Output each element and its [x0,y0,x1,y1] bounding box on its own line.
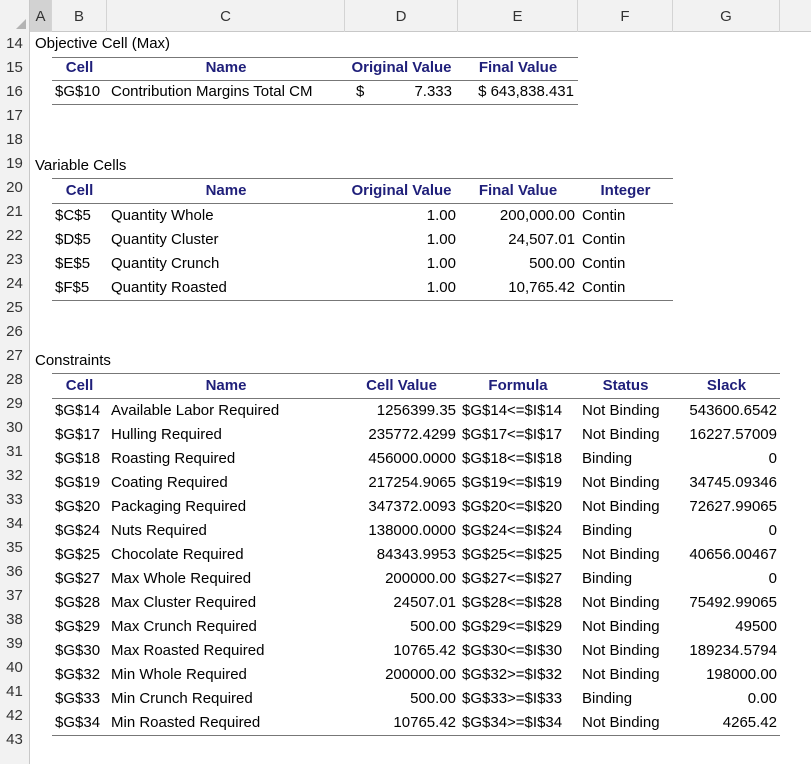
constraint-name: Min Roasted Required [111,714,261,731]
constraint-status: Not Binding [582,666,660,683]
column-header-d[interactable]: D [345,0,458,32]
row-header-25[interactable]: 25 [0,296,30,320]
constraints-header-formula: Formula [488,377,548,394]
constraint-formula: $G$30<=$I$30 [462,642,563,659]
row-header-22[interactable]: 22 [0,224,30,248]
row-header-42[interactable]: 42 [0,704,30,728]
constraint-status: Not Binding [582,714,660,731]
constraint-cell-ref: $G$34 [55,714,101,731]
variable-cell-ref: $E$5 [55,255,91,272]
constraint-slack: 16227.57009 [689,426,777,443]
variable-name: Quantity Whole [111,207,214,224]
constraint-formula: $G$20<=$I$20 [462,498,563,515]
variables-header-cell: Cell [65,182,94,199]
constraint-formula: $G$14<=$I$14 [462,402,563,419]
row-header-31[interactable]: 31 [0,440,30,464]
row-header-27[interactable]: 27 [0,344,30,368]
row-header-19[interactable]: 19 [0,152,30,176]
constraints-title: Constraints [35,352,111,369]
objective-cell-ref: $G$10 [55,83,101,100]
row-header-34[interactable]: 34 [0,512,30,536]
constraint-cell-ref: $G$27 [55,570,101,587]
variable-final-value: 10,765.42 [508,279,575,296]
column-header-f[interactable]: F [578,0,673,32]
variable-original-value: 1.00 [426,255,456,272]
constraint-cell-value: 500.00 [410,690,456,707]
row-header-36[interactable]: 36 [0,560,30,584]
row-header-29[interactable]: 29 [0,392,30,416]
variables-title: Variable Cells [35,157,127,174]
row-header-28[interactable]: 28 [0,368,30,392]
constraint-name: Min Whole Required [111,666,247,683]
constraint-cell-ref: $G$28 [55,594,101,611]
row-header-32[interactable]: 32 [0,464,30,488]
divider [52,735,780,736]
row-header-21[interactable]: 21 [0,200,30,224]
constraints-header-name: Name [205,377,247,394]
constraint-formula: $G$24<=$I$24 [462,522,563,539]
constraint-cell-value: 200000.00 [385,666,456,683]
variable-name: Quantity Roasted [111,279,227,296]
constraint-status: Not Binding [582,474,660,491]
constraint-slack: 40656.00467 [689,546,777,563]
constraints-header-cell: Cell [65,377,94,394]
constraint-name: Max Whole Required [111,570,252,587]
variable-integer: Contin [582,231,626,248]
variable-final-value: 500.00 [529,255,575,272]
row-header-18[interactable]: 18 [0,128,30,152]
column-header-a[interactable]: A [30,0,52,32]
row-header-30[interactable]: 30 [0,416,30,440]
constraint-cell-value: 456000.0000 [368,450,456,467]
constraint-slack: 72627.99065 [689,498,777,515]
row-header-33[interactable]: 33 [0,488,30,512]
constraint-status: Binding [582,570,633,587]
row-header-26[interactable]: 26 [0,320,30,344]
constraint-formula: $G$27<=$I$27 [462,570,563,587]
variables-header-integer: Integer [600,182,651,199]
constraint-formula: $G$18<=$I$18 [462,450,563,467]
constraint-cell-value: 347372.0093 [368,498,456,515]
constraint-slack: 0 [768,570,777,587]
variables-header-name: Name [205,182,247,199]
constraints-header-slack: Slack [706,377,747,394]
variable-original-value: 1.00 [426,207,456,224]
constraint-cell-value: 500.00 [410,618,456,635]
constraint-slack: 75492.99065 [689,594,777,611]
constraint-formula: $G$32>=$I$32 [462,666,563,683]
variable-cell-ref: $D$5 [55,231,91,248]
objective-original-value: 7.333 [414,83,452,100]
constraint-status: Not Binding [582,618,660,635]
constraint-cell-value: 138000.0000 [368,522,456,539]
constraint-formula: $G$34>=$I$34 [462,714,563,731]
variables-header-original: Original Value [351,182,452,199]
variable-name: Quantity Cluster [111,231,219,248]
variable-integer: Contin [582,255,626,272]
constraint-cell-ref: $G$18 [55,450,101,467]
constraint-cell-ref: $G$30 [55,642,101,659]
constraint-name: Nuts Required [111,522,207,539]
variable-final-value: 200,000.00 [499,207,575,224]
constraint-status: Not Binding [582,642,660,659]
constraint-cell-ref: $G$17 [55,426,101,443]
constraint-slack: 198000.00 [706,666,777,683]
constraint-status: Binding [582,522,633,539]
row-header-16[interactable]: 16 [0,80,30,104]
row-header-38[interactable]: 38 [0,608,30,632]
constraint-name: Roasting Required [111,450,236,467]
constraint-cell-ref: $G$24 [55,522,101,539]
variable-cell-ref: $C$5 [55,207,91,224]
row-header-14[interactable]: 14 [0,32,30,56]
constraint-status: Binding [582,690,633,707]
constraint-slack: 49500 [735,618,777,635]
constraint-cell-value: 84343.9953 [376,546,456,563]
select-all-corner[interactable] [0,0,30,32]
constraint-cell-ref: $G$33 [55,690,101,707]
column-header-g[interactable]: G [673,0,780,32]
constraint-name: Hulling Required [111,426,222,443]
row-header-43[interactable]: 43 [0,728,30,752]
constraint-name: Min Crunch Required [111,690,253,707]
constraint-cell-ref: $G$20 [55,498,101,515]
constraint-status: Not Binding [582,402,660,419]
constraint-slack: 4265.42 [722,714,777,731]
objective-header-name: Name [205,59,247,76]
constraint-formula: $G$29<=$I$29 [462,618,563,635]
constraint-name: Chocolate Required [111,546,244,563]
row-header-15[interactable]: 15 [0,56,30,80]
objective-cell-name: Contribution Margins Total CM [111,83,313,100]
constraint-name: Max Roasted Required [111,642,265,659]
constraint-slack: 0 [768,522,777,539]
constraint-formula: $G$28<=$I$28 [462,594,563,611]
constraint-cell-ref: $G$32 [55,666,101,683]
constraint-slack: 0.00 [747,690,777,707]
constraint-formula: $G$19<=$I$19 [462,474,563,491]
constraints-header-value: Cell Value [366,377,437,394]
constraint-name: Coating Required [111,474,228,491]
row-header-20[interactable]: 20 [0,176,30,200]
constraint-cell-value: 24507.01 [393,594,456,611]
column-header-b[interactable]: B [52,0,107,32]
constraint-cell-value: 235772.4299 [368,426,456,443]
constraint-name: Max Cluster Required [111,594,257,611]
constraint-cell-value: 200000.00 [385,570,456,587]
constraint-slack: 189234.5794 [689,642,777,659]
constraints-header-status: Status [602,377,649,394]
constraint-status: Binding [582,450,633,467]
constraint-cell-ref: $G$25 [55,546,101,563]
constraint-slack: 543600.6542 [689,402,777,419]
constraint-cell-value: 1256399.35 [376,402,456,419]
constraint-cell-ref: $G$19 [55,474,101,491]
row-header-35[interactable]: 35 [0,536,30,560]
row-header-37[interactable]: 37 [0,584,30,608]
constraint-cell-ref: $G$14 [55,402,101,419]
objective-title: Objective Cell (Max) [35,35,171,52]
constraint-status: Not Binding [582,594,660,611]
constraint-status: Not Binding [582,426,660,443]
constraint-name: Max Crunch Required [111,618,257,635]
objective-header-original: Original Value [351,59,452,76]
constraint-cell-value: 10765.42 [393,642,456,659]
constraint-cell-ref: $G$29 [55,618,101,635]
constraint-formula: $G$25<=$I$25 [462,546,563,563]
row-header-24[interactable]: 24 [0,272,30,296]
row-header-40[interactable]: 40 [0,656,30,680]
constraint-status: Not Binding [582,498,660,515]
objective-header-cell: Cell [65,59,94,76]
constraint-slack: 34745.09346 [689,474,777,491]
variable-original-value: 1.00 [426,279,456,296]
row-header-39[interactable]: 39 [0,632,30,656]
variable-name: Quantity Crunch [111,255,220,272]
row-header-41[interactable]: 41 [0,680,30,704]
constraint-formula: $G$33>=$I$33 [462,690,563,707]
divider [52,104,578,105]
constraint-formula: $G$17<=$I$17 [462,426,563,443]
variables-header-final: Final Value [478,182,558,199]
divider [52,300,673,301]
constraint-cell-value: 217254.9065 [368,474,456,491]
column-header-e[interactable]: E [458,0,578,32]
constraint-slack: 0 [768,450,777,467]
objective-final-value: $ 643,838.431 [478,83,574,100]
objective-original-currency: $ [356,83,365,100]
objective-header-final: Final Value [478,59,558,76]
constraint-status: Not Binding [582,546,660,563]
row-header-17[interactable]: 17 [0,104,30,128]
variable-cell-ref: $F$5 [55,279,90,296]
column-header-c[interactable]: C [107,0,345,32]
variable-integer: Contin [582,207,626,224]
variable-final-value: 24,507.01 [508,231,575,248]
variable-original-value: 1.00 [426,231,456,248]
constraint-name: Available Labor Required [111,402,280,419]
row-header-23[interactable]: 23 [0,248,30,272]
constraint-cell-value: 10765.42 [393,714,456,731]
variable-integer: Contin [582,279,626,296]
constraint-name: Packaging Required [111,498,247,515]
